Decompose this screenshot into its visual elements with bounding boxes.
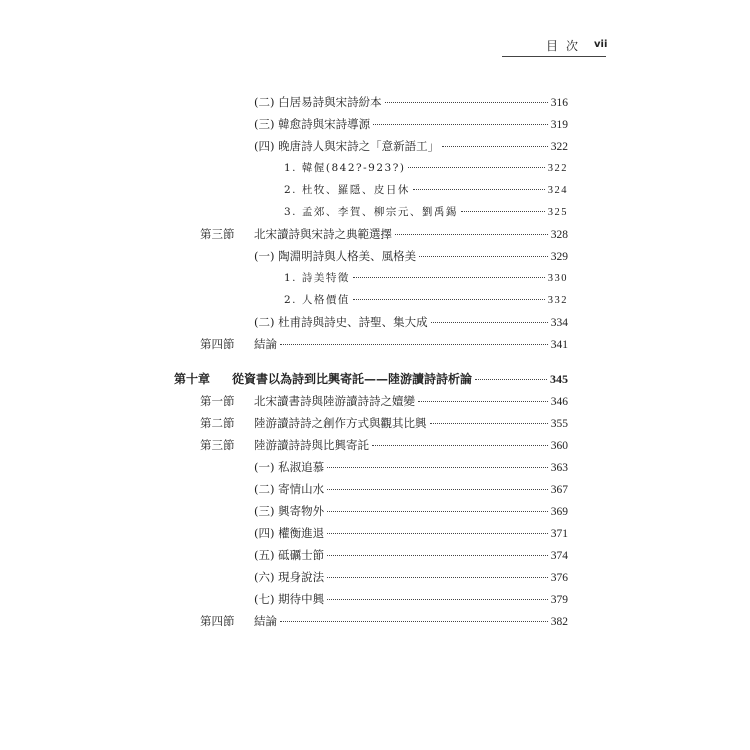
toc-leader-dots <box>430 423 548 424</box>
toc-entry-text: 2. 人格價值 <box>284 294 350 306</box>
toc-leader-dots <box>475 379 547 380</box>
toc-entry <box>254 312 568 332</box>
toc-section-label: 第三節 <box>200 438 235 452</box>
toc-leader-dots <box>353 277 545 278</box>
toc-entry <box>254 136 568 156</box>
toc-page-number: 360 <box>550 440 568 452</box>
toc-leader-dots <box>418 401 548 402</box>
toc-page-number: 324 <box>547 185 568 196</box>
toc-entry-text: 結論 <box>254 614 277 628</box>
toc-page-number: 371 <box>550 528 568 540</box>
toc-entry-text: 陸游讀詩詩之創作方式與觀其比興 <box>254 416 427 430</box>
toc-leader-dots <box>431 322 548 323</box>
toc-section-label: 第一節 <box>200 394 235 408</box>
toc-page-number: 382 <box>550 616 568 628</box>
toc-entry-text: 3. 孟郊、李賀、柳宗元、劉禹錫 <box>284 206 458 218</box>
toc-section-entry <box>200 224 568 244</box>
toc-entry <box>254 92 568 112</box>
toc-leader-dots <box>385 102 548 103</box>
toc-leader-dots <box>413 189 545 190</box>
toc-chapter-label: 第十章 <box>174 372 211 386</box>
toc-page-number: 322 <box>547 163 568 174</box>
toc-subentry <box>284 268 568 288</box>
toc-page-number: 363 <box>550 462 568 474</box>
toc-entry-text: 2. 杜牧、羅隱、皮日休 <box>284 184 410 196</box>
toc-leader-dots <box>408 167 544 168</box>
toc-leader-dots <box>353 299 545 300</box>
toc-entry-text: 1. 韓偓(842?-923?) <box>284 162 406 174</box>
toc-entry-text: (四) 晚唐詩人與宋詩之「意新語工」 <box>254 139 440 153</box>
toc-section-entry <box>200 334 568 354</box>
toc-page-number: 328 <box>550 229 568 241</box>
toc-entry-text: 從資書以為詩到比興寄託——陸游讀詩詩析論 <box>232 372 473 386</box>
toc-entry-text: (二) 白居易詩與宋詩紛本 <box>254 95 382 109</box>
toc-page-number: 379 <box>550 594 568 606</box>
toc-subentry <box>284 158 568 178</box>
toc-page-number: 316 <box>550 97 568 109</box>
toc-leader-dots <box>461 211 545 212</box>
toc-subentry <box>284 180 568 200</box>
toc-entry <box>254 246 568 266</box>
toc-page-number: 325 <box>547 207 568 218</box>
running-head <box>502 37 620 59</box>
toc-section-label: 第四節 <box>200 614 235 628</box>
toc-entry-text: (一) 私淑追慕 <box>254 460 325 474</box>
toc-leader-dots <box>419 256 548 257</box>
toc-leader-dots <box>327 577 548 578</box>
toc-page-number: 345 <box>550 372 568 386</box>
toc-entry-text: (三) 韓愈詩與宋詩導源 <box>254 117 371 131</box>
toc-chapter-entry <box>174 369 568 389</box>
toc-entry <box>254 567 568 587</box>
toc-page-number: 319 <box>550 119 568 131</box>
running-head-title: 目次 <box>546 39 587 53</box>
toc-entry-text: (六) 現身說法 <box>254 570 325 584</box>
toc-entry <box>254 501 568 521</box>
toc-section-entry <box>200 435 568 455</box>
toc-leader-dots <box>327 511 548 512</box>
toc-section-label: 第四節 <box>200 337 235 351</box>
toc-page-number: 346 <box>550 396 568 408</box>
toc-entry-text: 1. 詩美特徵 <box>284 272 350 284</box>
toc-entry <box>254 457 568 477</box>
toc-entry-text: 結論 <box>254 337 277 351</box>
toc-leader-dots <box>327 555 548 556</box>
toc-page-number: 374 <box>550 550 568 562</box>
toc-entry <box>254 114 568 134</box>
toc-leader-dots <box>372 445 548 446</box>
toc-entry <box>254 545 568 565</box>
toc-page-number: 329 <box>550 251 568 263</box>
toc-entry-text: (七) 期待中興 <box>254 592 325 606</box>
toc-page-number: 332 <box>547 295 568 306</box>
toc-entry-text: (二) 寄情山水 <box>254 482 325 496</box>
toc-leader-dots <box>442 146 548 147</box>
toc-entry-text: 北宋讀詩與宋詩之典範選擇 <box>254 227 392 241</box>
toc-leader-dots <box>395 234 548 235</box>
toc-page-number: 376 <box>550 572 568 584</box>
toc-section-label: 第三節 <box>200 227 235 241</box>
toc-section-entry <box>200 391 568 411</box>
running-head-rule <box>502 56 606 57</box>
toc-subentry <box>284 202 568 222</box>
toc-page-number: 341 <box>550 339 568 351</box>
toc-leader-dots <box>327 467 548 468</box>
toc-page-number: 322 <box>550 141 568 153</box>
toc-section-entry <box>200 413 568 433</box>
toc-page-number: 369 <box>550 506 568 518</box>
toc-page-number: 367 <box>550 484 568 496</box>
toc-leader-dots <box>327 533 548 534</box>
toc-page-number: 330 <box>547 273 568 284</box>
toc-entry-text: 北宋讀書詩與陸游讀詩詩之嬗變 <box>254 394 415 408</box>
toc-page-number: 334 <box>550 317 568 329</box>
toc-page-number: 355 <box>550 418 568 430</box>
toc-entry-text: (二) 杜甫詩與詩史、詩聖、集大成 <box>254 315 428 329</box>
toc-entry-text: 陸游讀詩詩與比興寄託 <box>254 438 369 452</box>
toc-entry <box>254 589 568 609</box>
toc-entry-text: (五) 砥礪士節 <box>254 548 325 562</box>
toc-subentry <box>284 290 568 310</box>
toc-leader-dots <box>327 599 548 600</box>
toc-entry-text: (四) 權衡進退 <box>254 526 325 540</box>
toc-leader-dots <box>280 344 548 345</box>
toc-entry <box>254 479 568 499</box>
toc-entry-text: (一) 陶淵明詩與人格美、風格美 <box>254 249 417 263</box>
toc-leader-dots <box>280 621 548 622</box>
toc-entry-text: (三) 興寄物外 <box>254 504 325 518</box>
toc-section-entry <box>200 611 568 631</box>
toc-entry <box>254 523 568 543</box>
toc-section-label: 第二節 <box>200 416 235 430</box>
running-head-page-number: vii <box>594 39 608 50</box>
toc-leader-dots <box>327 489 548 490</box>
toc-leader-dots <box>373 124 548 125</box>
